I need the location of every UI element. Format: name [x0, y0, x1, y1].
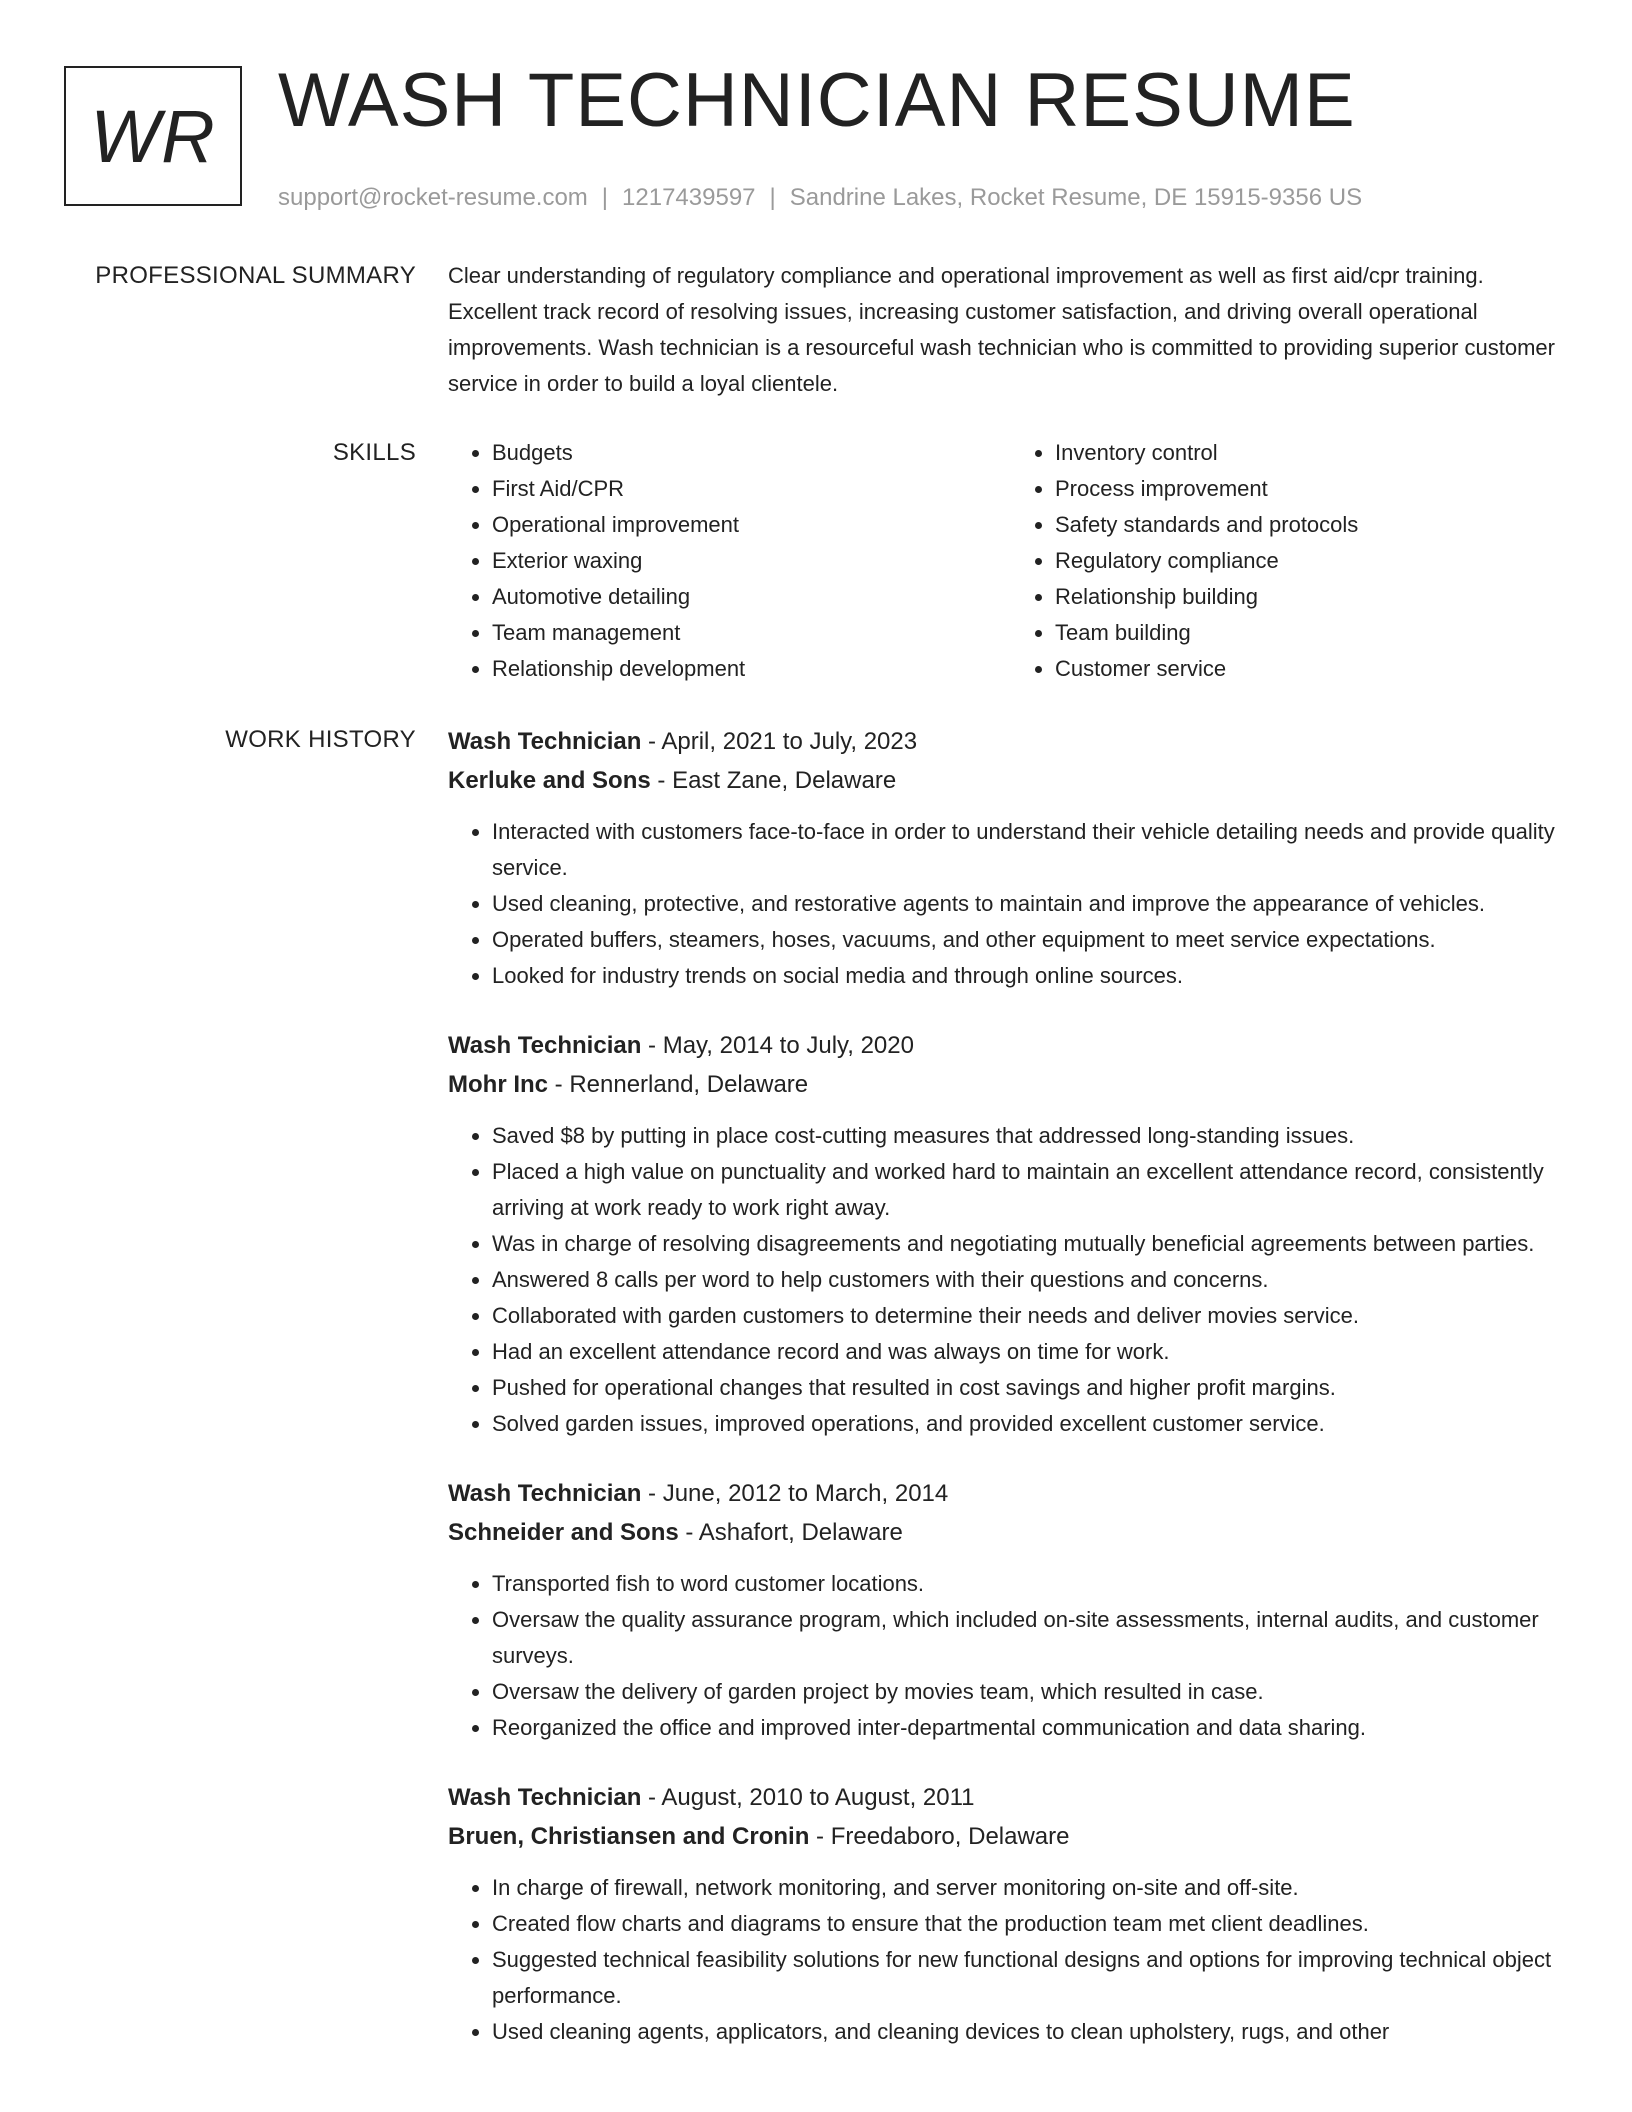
job-bullet: • Answered 8 calls per word to help customers with their questions and concerns. — [492, 1262, 1574, 1298]
job-entry — [448, 722, 1574, 994]
skill-item: • Safety standards and protocols — [1055, 507, 1574, 543]
skill-item: • Regulatory compliance — [1055, 543, 1574, 579]
job-dates: - May, 2014 to July, 2020 — [641, 1032, 914, 1059]
job-bullet: • Collaborated with garden customers to determine their needs and deliver movies service. — [492, 1298, 1574, 1334]
skill-item: • Process improvement — [1055, 471, 1574, 507]
job-bullet: • Had an excellent attendance record and was always on time for work. — [492, 1334, 1574, 1370]
job-company-line — [448, 1065, 1574, 1104]
job-bullet: • Suggested technical feasibility solutions for new functional designs and options for improving technical object performance. — [492, 1942, 1574, 2014]
job-bullet: • Looked for industry trends on social media and through online sources. — [492, 958, 1574, 994]
job-company-line — [448, 761, 1574, 800]
contact-phone: 1217439597 — [622, 184, 756, 211]
job-bullet-list — [448, 1566, 1574, 1746]
job-dates: - June, 2012 to March, 2014 — [641, 1480, 949, 1507]
work-history-label: WORK HISTORY — [225, 726, 416, 753]
job-title-line — [448, 1474, 1574, 1513]
skills-column-left — [448, 435, 1011, 687]
job-bullet: • Pushed for operational changes that resulted in cost savings and higher profit margins. — [492, 1370, 1574, 1406]
job-bullet: • Used cleaning, protective, and restorative agents to maintain and improve the appearance of vehicles. — [492, 886, 1574, 922]
skill-item: • Automotive detailing — [492, 579, 1011, 615]
skill-item: • Operational improvement — [492, 507, 1011, 543]
job-bullet: • Placed a high value on punctuality and worked hard to maintain an excellent attendance record, consistently arriving at work ready to work right away. — [492, 1154, 1574, 1226]
job-title: Wash Technician — [448, 728, 642, 755]
job-location: - Freedaboro, Delaware — [809, 1823, 1070, 1850]
job-bullet: • Was in charge of resolving disagreements and negotiating mutually beneficial agreements between parties. — [492, 1226, 1574, 1262]
contact-line — [278, 184, 1592, 212]
skill-item: • Team management — [492, 615, 1011, 651]
job-bullet-list — [448, 1118, 1574, 1442]
skills-column-right — [1011, 435, 1574, 687]
job-bullet: • In charge of firewall, network monitoring, and server monitoring on-site and off-site. — [492, 1870, 1574, 1906]
contact-address: Sandrine Lakes, Rocket Resume, DE 15915-9356 US — [789, 184, 1363, 211]
monogram-logo: WR — [64, 66, 242, 206]
job-dates: - April, 2021 to July, 2023 — [641, 728, 918, 755]
job-bullet: • Created flow charts and diagrams to ensure that the production team met client deadlines. — [492, 1906, 1574, 1942]
job-entry — [448, 1474, 1574, 1746]
summary-text: Clear understanding of regulatory compliance and operational improvement as well as first aid/cpr training. Excellent track record of resolving issues, increasing customer satisfaction, and driving overall operational improvements. Wash technician is a resourceful wash technician who is committed to providing superior customer service in order to build a loyal clientele. — [448, 263, 1555, 396]
skill-item: • Exterior waxing — [492, 543, 1011, 579]
skills-body — [448, 435, 1574, 687]
skill-item: • Budgets — [492, 435, 1011, 471]
job-title-line — [448, 722, 1574, 761]
job-bullet: • Transported fish to word customer locations. — [492, 1566, 1574, 1602]
job-bullet: • Reorganized the office and improved inter-departmental communication and data sharing. — [492, 1710, 1574, 1746]
job-dates: - August, 2010 to August, 2011 — [641, 1784, 975, 1811]
job-company: Mohr Inc — [448, 1071, 548, 1098]
summary-body — [448, 258, 1574, 402]
job-bullet: • Interacted with customers face-to-face in order to understand their vehicle detailing needs and provide quality service. — [492, 814, 1574, 886]
job-title: Wash Technician — [448, 1480, 642, 1507]
job-bullet: • Oversaw the delivery of garden project by movies team, which resulted in case. — [492, 1674, 1574, 1710]
contact-separator: | — [769, 184, 776, 211]
job-bullet: • Oversaw the quality assurance program, which included on-site assessments, internal audits, and customer surveys. — [492, 1602, 1574, 1674]
job-entry — [448, 1026, 1574, 1442]
skill-item: • Team building — [1055, 615, 1574, 651]
job-title-line — [448, 1026, 1574, 1065]
job-company-line — [448, 1513, 1574, 1552]
job-title-line — [448, 1778, 1574, 1817]
skill-item: • Customer service — [1055, 651, 1574, 687]
job-company: Schneider and Sons — [448, 1519, 679, 1546]
job-location: - Rennerland, Delaware — [548, 1071, 809, 1098]
job-bullet: • Saved $8 by putting in place cost-cutting measures that addressed long-standing issues. — [492, 1118, 1574, 1154]
resume-header — [278, 56, 1592, 212]
job-company: Bruen, Christiansen and Cronin — [448, 1823, 810, 1850]
job-company: Kerluke and Sons — [448, 767, 651, 794]
job-bullet-list — [448, 1870, 1574, 2050]
summary-label: PROFESSIONAL SUMMARY — [95, 262, 416, 289]
skill-item: • Inventory control — [1055, 435, 1574, 471]
job-bullet: • Used cleaning agents, applicators, and cleaning devices to clean upholstery, rugs, and other — [492, 2014, 1574, 2050]
skill-item: • First Aid/CPR — [492, 471, 1011, 507]
contact-email: support@rocket-resume.com — [278, 184, 588, 211]
job-bullet: • Operated buffers, steamers, hoses, vacuums, and other equipment to meet service expectations. — [492, 922, 1574, 958]
job-title: Wash Technician — [448, 1784, 642, 1811]
job-entry — [448, 1778, 1574, 2050]
work-history-body — [448, 722, 1574, 2082]
job-location: - East Zane, Delaware — [650, 767, 897, 794]
skills-label: SKILLS — [332, 439, 416, 466]
job-location: - Ashafort, Delaware — [678, 1519, 903, 1546]
job-company-line — [448, 1817, 1574, 1856]
skill-item: • Relationship building — [1055, 579, 1574, 615]
resume-title: WASH TECHNICIAN RESUME — [278, 58, 1356, 143]
job-bullet-list — [448, 814, 1574, 994]
job-bullet: • Solved garden issues, improved operations, and provided excellent customer service. — [492, 1406, 1574, 1442]
skill-item: • Relationship development — [492, 651, 1011, 687]
contact-separator: | — [601, 184, 609, 211]
job-title: Wash Technician — [448, 1032, 642, 1059]
